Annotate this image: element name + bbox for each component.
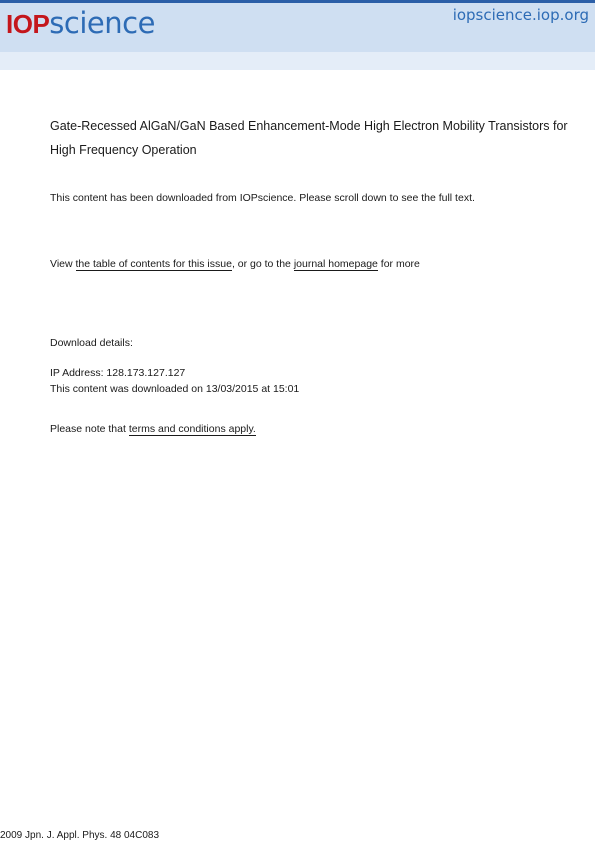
iopscience-logo[interactable] (6, 6, 155, 40)
header-sub-band (0, 52, 595, 70)
logo-science-text: science (49, 6, 155, 40)
table-of-contents-link[interactable]: the table of contents for this issue (75, 258, 232, 270)
journal-citation: 2009 Jpn. J. Appl. Phys. 48 04C083 (0, 830, 159, 841)
view-suffix: for more (377, 258, 420, 270)
ip-address: IP Address: 128.173.127.127 (50, 367, 186, 379)
view-links-line (50, 257, 420, 271)
download-timestamp: This content was downloaded on 13/03/2015 at 15:01 (50, 383, 300, 395)
terms-prefix: Please note that (50, 423, 129, 435)
terms-and-conditions-link[interactable]: terms and conditions apply. (128, 423, 256, 435)
terms-line (50, 422, 256, 436)
logo-iop-text: IOP (6, 9, 50, 39)
article-title: Gate-Recessed AlGaN/GaN Based Enhancement-Mode High Electron Mobility Transistors for High Frequency Operation (50, 119, 568, 157)
journal-homepage-link[interactable]: journal homepage (293, 258, 378, 270)
site-header (0, 3, 595, 52)
view-prefix: View (50, 258, 76, 270)
site-url-link[interactable]: iopscience.iop.org (452, 6, 589, 24)
view-middle: , or go to the (231, 258, 294, 270)
download-details-heading: Download details: (50, 337, 133, 349)
download-notice: This content has been downloaded from IOPscience. Please scroll down to see the full text. (50, 192, 475, 204)
